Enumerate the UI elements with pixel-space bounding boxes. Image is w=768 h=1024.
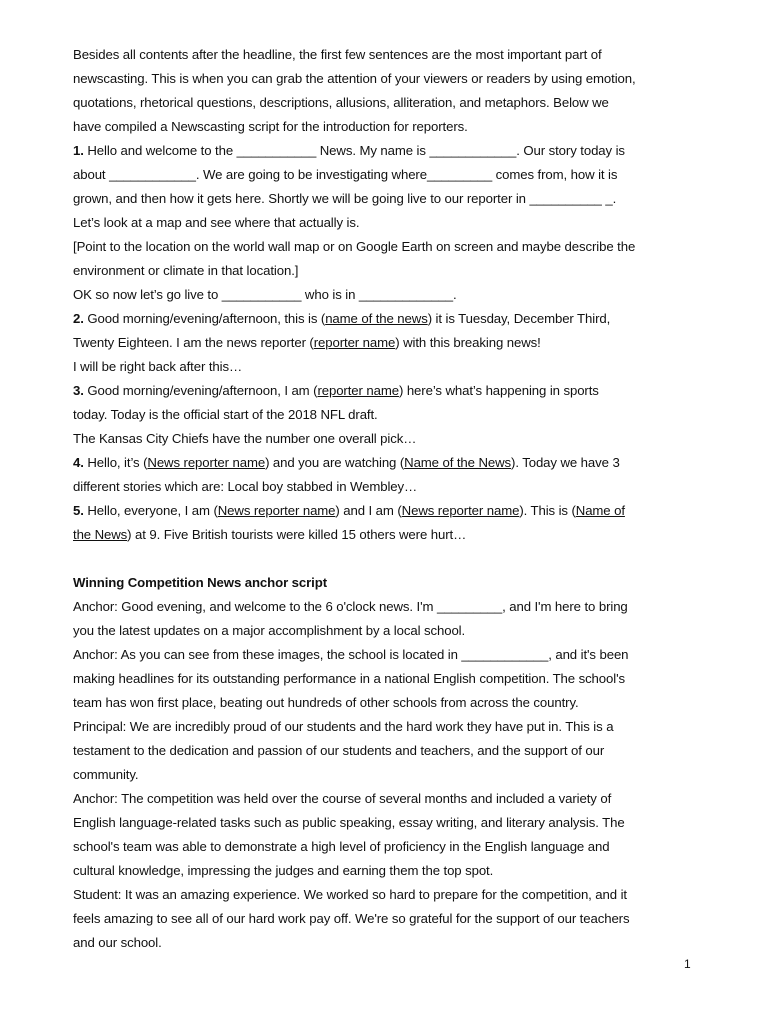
page-number: 1 (684, 957, 691, 971)
script-item-line: different stories which are: Local boy stabbed in Wembley… (73, 479, 418, 494)
item-text: ) at 9. Five British tourists were killed 15 others were hurt… (127, 527, 467, 542)
section-heading: Winning Competition News anchor script (73, 575, 327, 590)
intro-paragraph (73, 43, 698, 139)
script-item-line: [Point to the location on the world wall map or on Google Earth on screen and maybe describe the (73, 239, 636, 254)
item-text: ). This is ( (519, 503, 576, 518)
script-line: school's team was able to demonstrate a high level of proficiency in the English language and (73, 839, 610, 854)
script-item-line: Let’s look at a map and see where that actually is. (73, 215, 360, 230)
placeholder-text: the News (73, 527, 128, 542)
item-text: ) and I am ( (335, 503, 402, 518)
script-line: making headlines for its outstanding performance in a national English competition. The school's (73, 671, 626, 686)
placeholder-text: Name of (575, 503, 625, 518)
script-item-line: grown, and then how it gets here. Shortly we will be going live to our reporter in __________ _. (73, 191, 617, 206)
placeholder-text: News reporter name (401, 503, 520, 518)
item-number: 2. (73, 311, 84, 326)
item-text: Hello, it’s ( (83, 455, 148, 470)
script-item-line: The Kansas City Chiefs have the number one overall pick… (73, 431, 417, 446)
item-text: Good morning/evening/afternoon, I am ( (83, 383, 318, 398)
placeholder-text: reporter name (317, 383, 399, 398)
script-line: team has won first place, beating out hundreds of other schools from across the country. (73, 695, 579, 710)
item-number: 3. (73, 383, 84, 398)
script-line: Anchor: The competition was held over the course of several months and included a variety of (73, 791, 612, 806)
script-line: you the latest updates on a major accomplishment by a local school. (73, 623, 466, 638)
script-item-line (73, 139, 698, 163)
script-item-line (73, 451, 698, 475)
script-item-3 (73, 379, 698, 451)
script-item-1 (73, 139, 698, 307)
script-line: community. (73, 767, 139, 782)
script-item-line: I will be right back after this… (73, 359, 243, 374)
script-line: and our school. (73, 935, 162, 950)
intro-line: Besides all contents after the headline, the first few sentences are the most important part of (73, 47, 602, 62)
placeholder-text: News reporter name (217, 503, 336, 518)
placeholder-text: Name of the News (404, 455, 512, 470)
item-text: ) here’s what’s happening in sports (398, 383, 599, 398)
script-item-5 (73, 499, 698, 547)
item-number: 5. (73, 503, 84, 518)
script-line: Anchor: As you can see from these images, the school is located in ____________, and it's been (73, 647, 629, 662)
script-line: testament to the dedication and passion of our students and teachers, and the support of our (73, 743, 605, 758)
intro-line: newscasting. This is when you can grab the attention of your viewers or readers by using emotion, (73, 71, 636, 86)
placeholder-text: News reporter name (147, 455, 266, 470)
script-item-line (73, 523, 698, 547)
script-item-line (73, 331, 698, 355)
script-item-line: about ____________. We are going to be investigating where_________ comes from, how it is (73, 167, 618, 182)
placeholder-text: reporter name (313, 335, 396, 350)
script-item-line (73, 307, 698, 331)
script-line: English language-related tasks such as public speaking, essay writing, and literary analysis. The (73, 815, 625, 830)
paragraph-spacer (73, 547, 698, 571)
script-item-line: OK so now let’s go live to ___________ who is in _____________. (73, 287, 457, 302)
script-line: feels amazing to see all of our hard work pay off. We're so grateful for the support of our teachers (73, 911, 630, 926)
document-page (73, 43, 698, 955)
item-text: Hello, everyone, I am ( (83, 503, 218, 518)
item-text: Hello and welcome to the ___________ News. My name is ____________. Our story today is (83, 143, 625, 158)
script-item-line (73, 379, 698, 403)
item-text: ) with this breaking news! (395, 335, 541, 350)
item-text: Good morning/evening/afternoon, this is ( (83, 311, 326, 326)
placeholder-text: name of the news (325, 311, 428, 326)
script-item-line (73, 499, 698, 523)
script-line: cultural knowledge, impressing the judges and earning them the top spot. (73, 863, 494, 878)
script-line: Student: It was an amazing experience. We worked so hard to prepare for the competition, and it (73, 887, 627, 902)
intro-line: quotations, rhetorical questions, descriptions, allusions, alliteration, and metaphors. Below we (73, 95, 609, 110)
script-line: Principal: We are incredibly proud of our students and the hard work they have put in. This is a (73, 719, 614, 734)
script-item-4 (73, 451, 698, 499)
item-text: Twenty Eighteen. I am the news reporter ( (73, 335, 314, 350)
script-item-line: environment or climate in that location.] (73, 263, 299, 278)
anchor-script (73, 595, 698, 955)
script-item-2 (73, 307, 698, 379)
item-text: ) and you are watching ( (265, 455, 405, 470)
script-line: Anchor: Good evening, and welcome to the 6 o'clock news. I'm _________, and I'm here to bring (73, 599, 628, 614)
intro-line: have compiled a Newscasting script for the introduction for reporters. (73, 119, 468, 134)
item-number: 4. (73, 455, 84, 470)
item-text: ) it is Tuesday, December Third, (427, 311, 611, 326)
script-item-line: today. Today is the official start of the 2018 NFL draft. (73, 407, 378, 422)
item-text: ). Today we have 3 (511, 455, 620, 470)
item-number: 1. (73, 143, 84, 158)
